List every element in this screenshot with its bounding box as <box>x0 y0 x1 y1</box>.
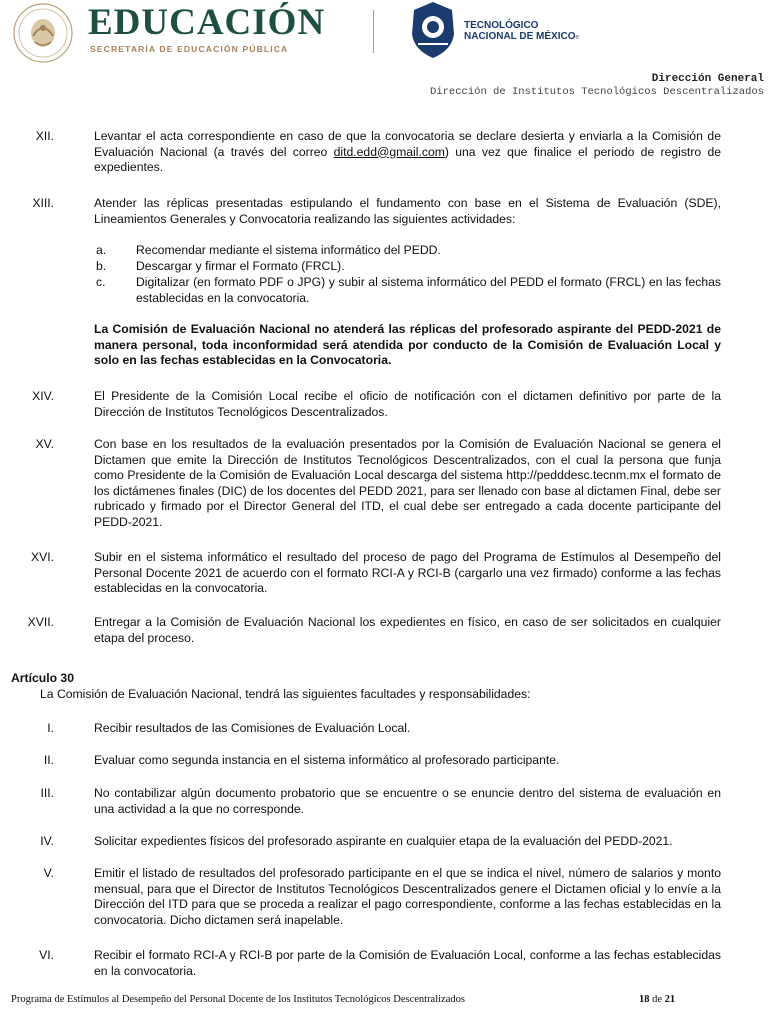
page-header <box>0 0 774 70</box>
item-number: XII. <box>35 129 54 143</box>
subitem-text: Descargar y firmar el Formato (FRCL). <box>136 259 345 273</box>
item-number: XV. <box>35 437 54 451</box>
item-number: IV. <box>40 834 54 848</box>
subitem-letter: a. <box>96 243 107 257</box>
item-text: Recibir resultados de las Comisiones de Evaluación Local. <box>94 721 411 735</box>
registered-mark: ® <box>575 35 580 41</box>
item-number: V. <box>43 866 54 880</box>
tecnm-logo-icon <box>408 0 458 60</box>
email-link[interactable]: ditd.edd@gmail.com <box>333 144 445 159</box>
item-text: Emitir el listado de resultados del profesorado participante en el que se indica el nivel, número de salarios y monto mensual, para que el Director de Institutos Tecnológicos Descentralizados genere el Dictamen oficial y lo envíe a la Dirección del ITD para que se proceda a realizar el pago correspondiente, conforme a las fechas establecidas en la convocatoria. Dicho dictamen será inapelable. <box>94 866 721 927</box>
subitem-text: Digitalizar (en formato PDF o JPG) y subir al sistema informático del PEDD el formato (FRCL) en las fechas establecidas en la convocatoria. <box>136 275 721 305</box>
item-number: XIII. <box>32 196 54 210</box>
item-text: Entregar a la Comisión de Evaluación Nacional los expedientes en físico, en caso de ser solicitados en cualquier etapa del proceso. <box>94 615 721 645</box>
item-number: III. <box>40 786 54 800</box>
tecnm-line-2: NACIONAL DE MÉXICO® <box>464 31 580 42</box>
footer-program-name: Programa de Estímulos al Desempeño del Personal Docente de los Institutos Tecnológicos Descentralizados <box>11 994 465 1005</box>
subitem-text: Recomendar mediante el sistema informático del PEDD. <box>136 243 441 257</box>
direction-title: Dirección General <box>651 73 764 85</box>
mexico-seal-icon <box>9 2 77 64</box>
sep-subtitle: SECRETARÍA DE EDUCACIÓN PÚBLICA <box>90 44 289 54</box>
item-number: VI. <box>39 948 54 962</box>
item-number: XVI. <box>30 550 54 564</box>
item-text: Evaluar como segunda instancia en el sistema informático al profesorado participante. <box>94 753 560 767</box>
item-number: I. <box>47 721 54 735</box>
item-text: Levantar el acta correspondiente en caso de que la convocatoria se declare desierta y enviarla a la Comisión de Evaluación Nacional (a través del correo ditd.edd@gmail.com) una vez que finalice el periodo de registro de expedientes. <box>94 129 721 174</box>
tecnm-name <box>464 20 579 44</box>
item-text: Con base en los resultados de la evaluación presentados por la Comisión de Evaluación Nacional se genera el Dictamen que emite la Dirección de Institutos Tecnológicos Descentralizados, con el cual la persona que funja como Presidente de la Comisión de Evaluación Local descarga del sistema http://pedddesc.tecnm.mx el formato de los dictámenes finales (DIC) de los docentes del PEDD 2021, para ser llenado con base al dictamen Final, debe ser rubricado y firmado por el Director General del ITD, el cual debe ser entregado a cada docente participante del PEDD-2021. <box>94 437 721 529</box>
item-text: Subir en el sistema informático el resultado del proceso de pago del Programa de Estímulos al Desempeño del Personal Docente 2021 de acuerdo con el formato RCI-A y RCI-B (cargarlo una vez firmado) conforme a las fechas establecidas en la convocatoria. <box>94 550 721 595</box>
direction-subtitle: Dirección de Institutos Tecnológicos Descentralizados <box>430 86 764 98</box>
item-number: II. <box>43 753 54 767</box>
header-divider <box>373 10 374 53</box>
article-intro: La Comisión de Evaluación Nacional, tendrá las siguientes facultades y responsabilidades: <box>40 687 531 701</box>
education-wordmark: EDUCACIÓN <box>88 2 326 43</box>
bold-note: La Comisión de Evaluación Nacional no atenderá las réplicas del profesorado aspirante del PEDD-2021 de manera personal, toda inconformidad será atendida por conducto de la Comisión de Evaluación Local y solo en las fechas establecidas en la Convocatoria. <box>94 322 721 367</box>
article-title: Artículo 30 <box>11 671 74 685</box>
item-text: El Presidente de la Comisión Local recibe el oficio de notificación con el dictamen definitivo por parte de la Dirección de Institutos Tecnológicos Descentralizados. <box>94 389 721 419</box>
item-text: Solicitar expedientes físicos del profesorado aspirante en cualquier etapa de la evaluación del PEDD-2021. <box>94 834 673 848</box>
item-text: Atender las réplicas presentadas estipulando el fundamento con base en el Sistema de Evaluación (SDE), Lineamientos Generales y Convocatoria realizando las siguientes actividades: <box>94 196 721 226</box>
tecnm-line-1: TECNOLÓGICO <box>464 20 539 31</box>
item-number: XVII. <box>27 615 54 629</box>
item-text: Recibir el formato RCI-A y RCI-B por parte de la Comisión de Evaluación Local, conforme a las fechas establecidas en la convocatoria. <box>94 948 721 978</box>
item-text: No contabilizar algún documento probatorio que se encuentre o se enuncie dentro del sistema de evaluación en una actividad a la que no corresponde. <box>94 786 721 816</box>
page-number: 18 de 21 <box>639 994 676 1005</box>
item-number: XIV. <box>32 389 54 403</box>
subitem-letter: c. <box>96 275 106 289</box>
subitem-letter: b. <box>96 259 107 273</box>
